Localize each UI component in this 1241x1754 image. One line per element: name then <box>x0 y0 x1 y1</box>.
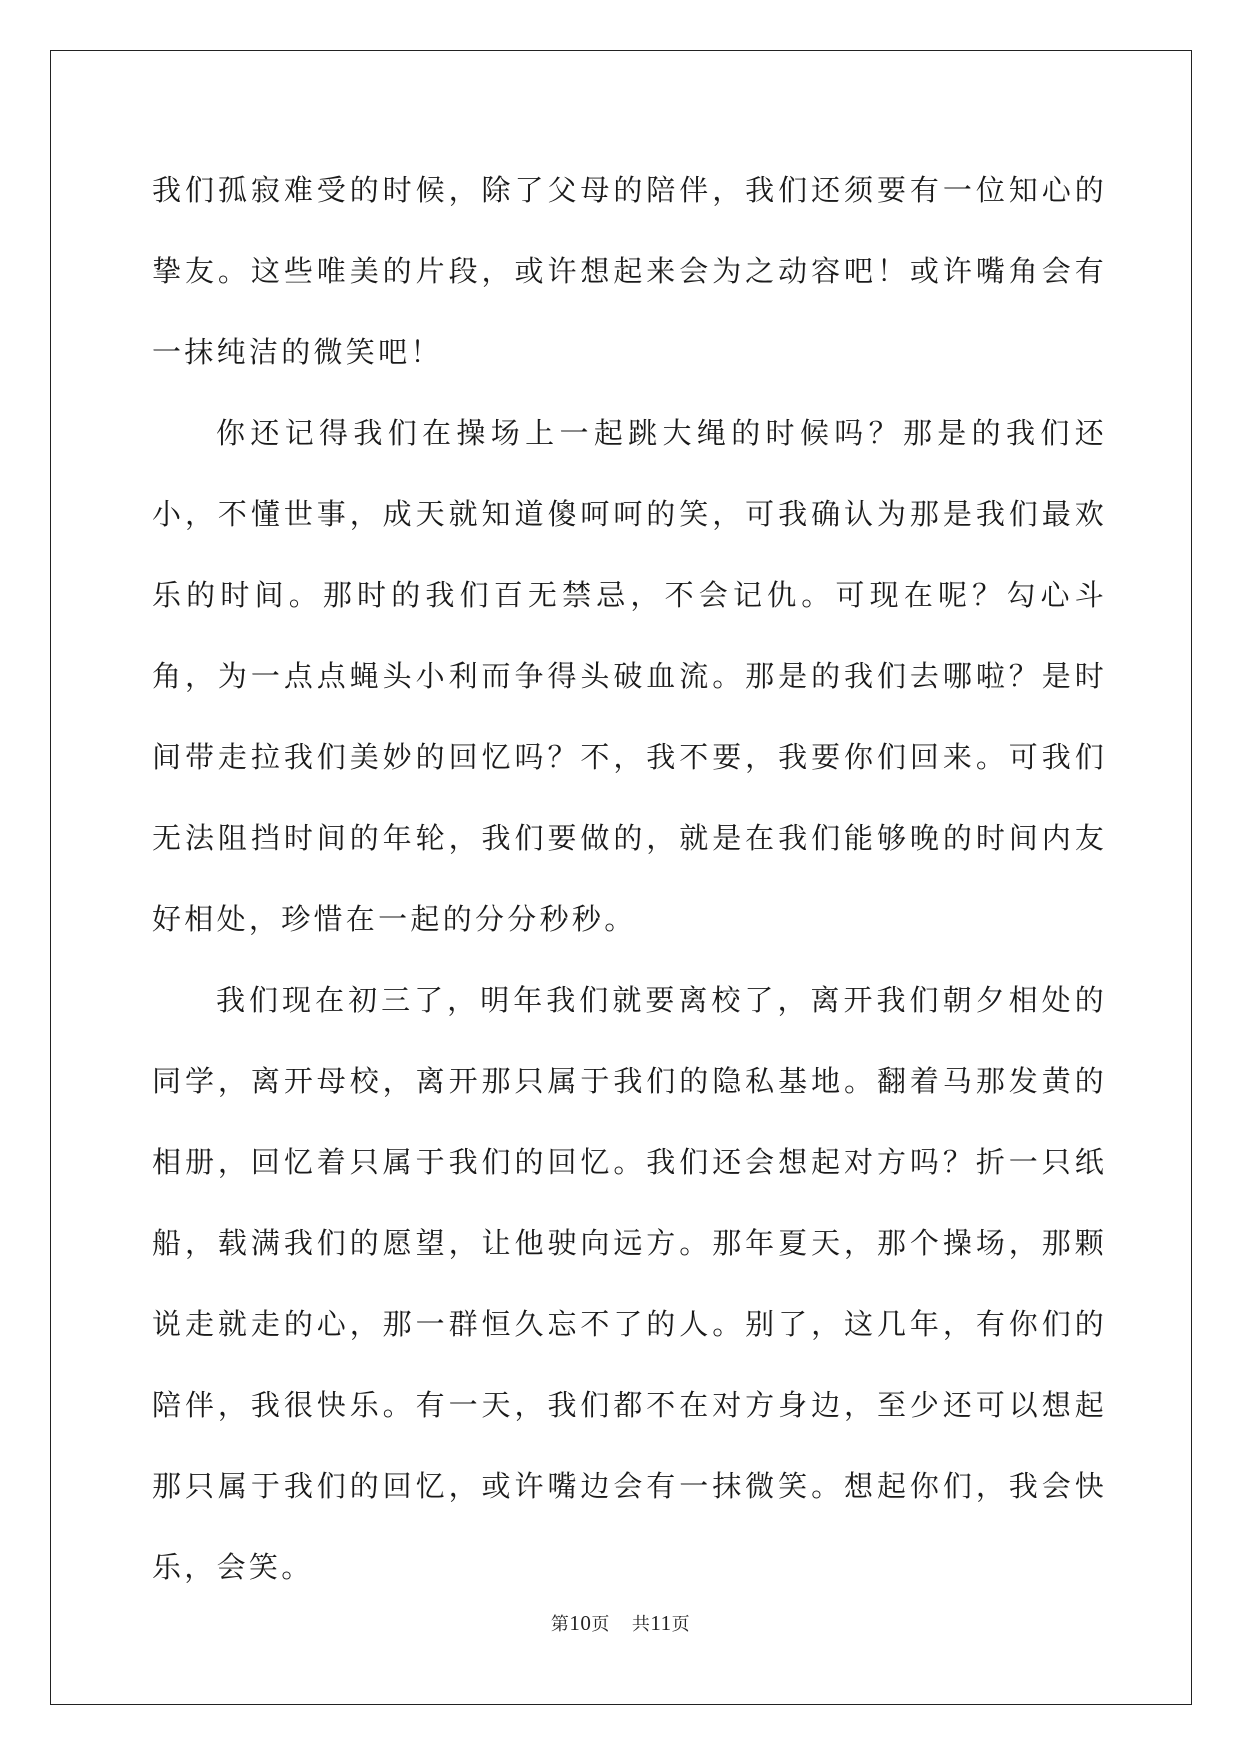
paragraph-2: 你还记得我们在操场上一起跳大绳的时候吗？那是的我们还小，不懂世事，成天就知道傻呵呵的笑，可我确认为那是我们最欢乐的时间。那时的我们百无禁忌，不会记仇。可现在呢？勾心斗角，为一点点蝇头小利而争得头破血流。那是的我们去哪啦？是时间带走拉我们美妙的回忆吗？不，我不要，我要你们回来。可我们无法阻挡时间的年轮，我们要做的，就是在我们能够晚的时间内友好相处，珍惜在一起的分分秒秒。 <box>152 416 1107 936</box>
paragraph-1: 我们孤寂难受的时候，除了父母的陪伴，我们还须要有一位知心的挚友。这些唯美的片段，或许想起来会为之动容吧！或许嘴角会有一抹纯洁的微笑吧！ <box>152 173 1107 369</box>
total-unit: 页 <box>671 1614 691 1635</box>
page-prefix: 第 <box>550 1614 570 1635</box>
page-footer <box>0 1610 1241 1636</box>
current-page-number: 10 <box>569 1611 592 1635</box>
document-body <box>152 150 1107 1608</box>
total-page-number: 11 <box>650 1611 672 1635</box>
total-prefix: 共 <box>631 1614 651 1635</box>
page-unit: 页 <box>591 1614 610 1635</box>
paragraph-3: 我们现在初三了，明年我们就要离校了，离开我们朝夕相处的同学，离开母校，离开那只属于我们的隐私基地。翻着马那发黄的相册，回忆着只属于我们的回忆。我们还会想起对方吗？折一只纸船，载满我们的愿望，让他驶向远方。那年夏天，那个操场，那颗说走就走的心，那一群恒久忘不了的人。别了，这几年，有你们的陪伴，我很快乐。有一天，我们都不在对方身边，至少还可以想起那只属于我们的回忆，或许嘴边会有一抹微笑。想起你们，我会快乐，会笑。 <box>152 983 1107 1584</box>
